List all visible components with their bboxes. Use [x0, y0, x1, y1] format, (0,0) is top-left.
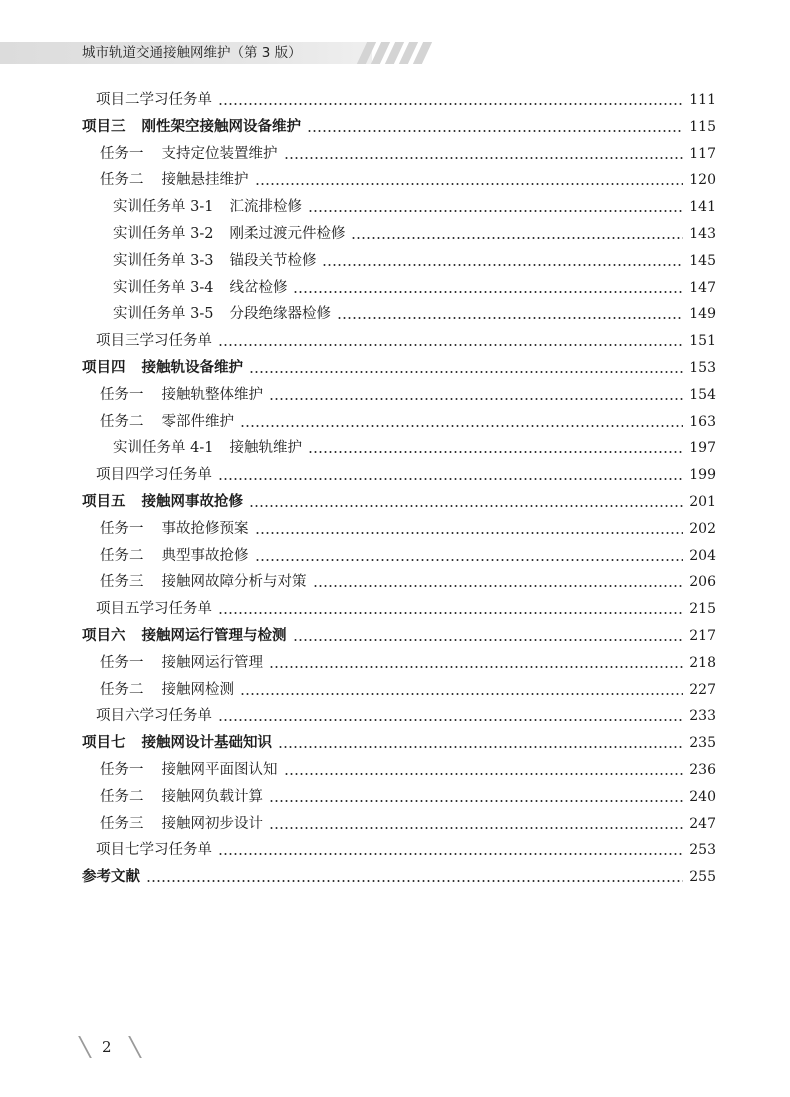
- toc-entry-label: [100, 412, 234, 432]
- toc-leader-dots: [284, 157, 684, 159]
- toc-leader-dots: [146, 880, 683, 882]
- toc-entry: [96, 700, 716, 726]
- toc-entry-number: 任务二: [100, 172, 144, 189]
- toc-entry-label: [82, 358, 243, 378]
- toc-entry-title: 接触轨设备维护: [141, 360, 243, 376]
- toc-entry: [100, 379, 716, 405]
- toc-entry: [100, 808, 716, 834]
- toc-entry: [113, 432, 716, 458]
- toc-entry-label: [82, 733, 272, 753]
- toc-leader-dots: [218, 853, 683, 855]
- toc-entry-number: 任务二: [100, 788, 144, 805]
- toc-entry-page: 120: [689, 172, 716, 189]
- toc-leader-dots: [255, 183, 684, 185]
- toc-entry: [113, 218, 716, 244]
- toc-entry-page: 247: [689, 815, 716, 832]
- toc-entry: [96, 84, 716, 110]
- toc-entry-label: [82, 626, 287, 646]
- toc-entry-title: 分段绝缘器检修: [229, 306, 331, 323]
- toc-entry-number: 项目五: [82, 494, 126, 510]
- toc-leader-dots: [218, 719, 683, 721]
- toc-entry-number: 任务三: [100, 574, 144, 591]
- page-number: 2: [102, 1038, 112, 1056]
- toc-entry-label: [100, 170, 249, 190]
- toc-entry-label: [100, 760, 278, 780]
- toc-leader-dots: [269, 666, 683, 668]
- toc-entry-number: 实训任务单 3-2: [113, 226, 214, 242]
- toc-entry-label: [100, 385, 263, 405]
- toc-entry: [113, 272, 716, 298]
- toc-entry-page: 253: [689, 842, 716, 859]
- toc-entry-page: 163: [689, 413, 716, 430]
- toc-entry-number: 任务一: [100, 520, 144, 537]
- toc-leader-dots: [278, 746, 683, 748]
- toc-entry-title: 事故抢修预案: [161, 520, 249, 537]
- toc-entry-page: 151: [689, 333, 716, 350]
- toc-entry-number: 实训任务单 3-5: [113, 306, 214, 323]
- toc-entry-title: 零部件维护: [161, 413, 234, 430]
- toc-entry-title: 接触轨整体维护: [161, 386, 263, 403]
- toc-entry-title: 接触网负载计算: [161, 788, 263, 805]
- toc-leader-dots: [255, 559, 684, 561]
- toc-entry-label: [100, 144, 278, 164]
- toc-entry-page: 233: [689, 708, 716, 725]
- toc-entry-label: [113, 197, 302, 217]
- toc-entry: [100, 513, 716, 539]
- toc-entry-page: 206: [689, 574, 716, 591]
- toc-entry-title: 线岔检修: [229, 279, 288, 296]
- toc-entry: [82, 727, 716, 753]
- toc-entry-title: 支持定位装置维护: [161, 145, 278, 162]
- toc-entry: [82, 486, 716, 512]
- toc-entry: [82, 352, 716, 378]
- toc-entry-title: 项目三学习任务单: [96, 333, 212, 350]
- toc-entry-label: [96, 599, 212, 619]
- toc-entry-number: 任务三: [100, 815, 144, 832]
- toc-entry-label: [100, 572, 307, 592]
- toc-entry-label: [96, 90, 212, 110]
- toc-entry-page: 143: [689, 226, 716, 242]
- toc-entry: [113, 298, 716, 324]
- toc-entry: [82, 861, 716, 887]
- toc-entry-label: [96, 465, 212, 485]
- toc-entry-page: 154: [689, 386, 716, 403]
- toc-entry-label: [100, 680, 234, 700]
- toc-entry-number: 任务二: [100, 547, 144, 564]
- toc-leader-dots: [240, 425, 683, 427]
- toc-entry: [82, 111, 716, 137]
- toc-entry-page: 217: [689, 628, 716, 644]
- toc-entry-page: 147: [689, 279, 716, 296]
- toc-entry-page: 215: [689, 601, 716, 618]
- toc-entry-number: 实训任务单 3-1: [113, 199, 214, 216]
- toc-leader-dots: [308, 210, 683, 212]
- toc-entry-title: 项目五学习任务单: [96, 601, 212, 618]
- toc-leader-dots: [293, 639, 684, 641]
- toc-leader-dots: [269, 800, 683, 802]
- toc-entry-page: 197: [689, 440, 716, 457]
- toc-entry-number: 任务二: [100, 413, 144, 430]
- toc-entry: [100, 674, 716, 700]
- toc-entry-label: [100, 653, 263, 673]
- toc-entry-title: 接触轨维护: [229, 440, 302, 457]
- toc-entry-title: 接触网运行管理: [161, 654, 263, 671]
- toc-entry-title: 刚性架空接触网设备维护: [141, 118, 301, 135]
- toc-entry-label: [100, 546, 249, 566]
- toc-entry-label: [113, 438, 302, 458]
- toc-entry-title: 项目二学习任务单: [96, 92, 212, 108]
- toc-entry-page: 227: [689, 681, 716, 698]
- toc-entry-title: 参考文献: [82, 869, 140, 886]
- toc-entry-page: 153: [689, 360, 716, 376]
- toc-leader-dots: [269, 827, 683, 829]
- toc-leader-dots: [293, 291, 683, 293]
- toc-leader-dots: [308, 451, 683, 453]
- toc-entry-label: [113, 304, 331, 324]
- toc-entry-page: 115: [689, 118, 716, 135]
- toc-entry-title: 接触网初步设计: [161, 815, 263, 832]
- footer-slash-right-decoration: [128, 1036, 142, 1058]
- toc-entry-label: [100, 814, 263, 834]
- toc-entry: [100, 754, 716, 780]
- toc-entry: [100, 138, 716, 164]
- toc-entry-title: 锚段关节检修: [229, 252, 317, 269]
- toc-entry: [96, 459, 716, 485]
- toc-entry-page: 199: [689, 467, 716, 484]
- toc-entry-page: 236: [689, 762, 716, 778]
- toc-leader-dots: [284, 773, 684, 775]
- toc-entry-number: 实训任务单 4-1: [113, 440, 214, 457]
- toc-leader-dots: [307, 130, 683, 132]
- toc-entry-title: 汇流排检修: [229, 199, 302, 216]
- toc-leader-dots: [218, 344, 683, 346]
- toc-entry-number: 任务一: [100, 762, 144, 778]
- toc-leader-dots: [322, 264, 683, 266]
- toc-leader-dots: [255, 532, 684, 534]
- toc-entry-label: [113, 224, 345, 244]
- toc-entry-label: [96, 706, 212, 726]
- toc-entry-title: 接触网事故抢修: [141, 494, 243, 510]
- toc-entry: [96, 325, 716, 351]
- toc-entry-title: 接触网运行管理与检测: [141, 628, 287, 644]
- toc-entry-page: 149: [689, 306, 716, 323]
- toc-entry-page: 141: [689, 199, 716, 216]
- toc-entry-page: 117: [689, 145, 716, 162]
- toc-entry-number: 任务一: [100, 386, 144, 403]
- toc-leader-dots: [218, 612, 683, 614]
- toc-entry-title: 接触悬挂维护: [161, 172, 249, 189]
- toc-leader-dots: [313, 585, 684, 587]
- toc-entry-number: 项目四: [82, 360, 126, 376]
- toc-entry: [82, 620, 716, 646]
- toc-entry: [100, 406, 716, 432]
- toc-entry-label: [82, 117, 301, 137]
- toc-entry-label: [82, 867, 140, 887]
- toc-entry-number: 项目六: [82, 628, 126, 644]
- toc-entry-label: [113, 278, 287, 298]
- toc-entry: [100, 647, 716, 673]
- toc-entry-number: 任务二: [100, 681, 144, 698]
- toc-entry-number: 项目三: [82, 118, 126, 135]
- toc-entry-label: [96, 840, 212, 860]
- toc-entry-number: 实训任务单 3-3: [113, 252, 214, 269]
- toc-entry-number: 实训任务单 3-4: [113, 279, 214, 296]
- toc-entry-page: 218: [689, 654, 716, 671]
- toc-leader-dots: [351, 237, 683, 239]
- toc-entry-title: 项目四学习任务单: [96, 467, 212, 484]
- running-header-title: 城市轨道交通接触网维护（第 3 版）: [82, 45, 302, 61]
- toc-entry-page: 202: [689, 520, 716, 537]
- toc-entry-label: [100, 519, 249, 539]
- toc-entry-label: [113, 251, 316, 271]
- toc-entry-title: 接触网故障分析与对策: [161, 574, 307, 591]
- toc-entry: [100, 566, 716, 592]
- toc-entry: [100, 164, 716, 190]
- toc-entry-number: 任务一: [100, 145, 144, 162]
- toc-leader-dots: [249, 505, 683, 507]
- toc-entry: [96, 834, 716, 860]
- toc-entry-page: 204: [689, 547, 716, 564]
- footer-slash-left-decoration: [78, 1036, 92, 1058]
- toc-entry-title: 典型事故抢修: [161, 547, 249, 564]
- toc-leader-dots: [240, 693, 683, 695]
- toc-entry: [96, 593, 716, 619]
- toc-entry: [100, 540, 716, 566]
- toc-entry: [113, 191, 716, 217]
- toc-entry-title: 项目六学习任务单: [96, 708, 212, 725]
- toc-entry-title: 刚柔过渡元件检修: [229, 226, 346, 242]
- toc-entry: [113, 245, 716, 271]
- toc-entry-label: [100, 787, 263, 807]
- toc-entry-number: 项目七: [82, 735, 126, 752]
- toc-entry-page: 255: [689, 869, 716, 886]
- header-stripes-decoration: [352, 42, 442, 64]
- toc-entry-title: 接触网设计基础知识: [141, 735, 272, 752]
- toc-leader-dots: [218, 103, 683, 105]
- toc-entry-page: 240: [689, 788, 716, 805]
- toc-entry-number: 任务一: [100, 654, 144, 671]
- toc-entry-label: [96, 331, 212, 351]
- toc-entry-page: 145: [689, 252, 716, 269]
- toc-leader-dots: [218, 478, 683, 480]
- toc-entry-title: 项目七学习任务单: [96, 842, 212, 859]
- toc-entry-label: [82, 492, 243, 512]
- toc-leader-dots: [269, 398, 683, 400]
- toc-entry-page: 111: [689, 92, 716, 108]
- toc-entry-page: 201: [689, 494, 716, 510]
- toc-leader-dots: [249, 371, 683, 373]
- toc-entry: [100, 781, 716, 807]
- toc-entry-title: 接触网检测: [161, 681, 234, 698]
- toc-entry-title: 接触网平面图认知: [161, 762, 278, 778]
- page-footer: [72, 1034, 162, 1062]
- toc-leader-dots: [337, 317, 683, 319]
- toc-entry-page: 235: [689, 735, 716, 752]
